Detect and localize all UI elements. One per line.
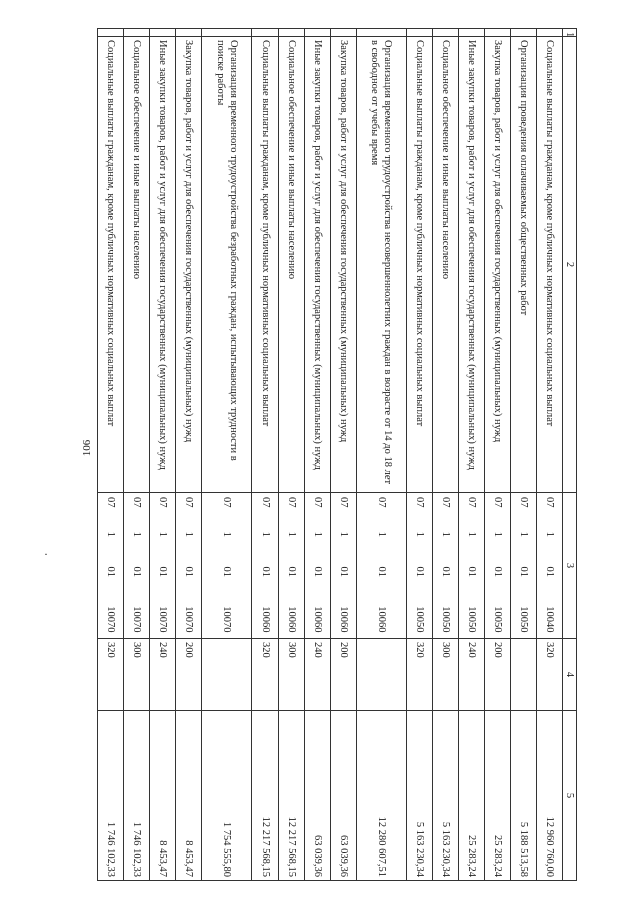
code-part: 07	[439, 497, 451, 508]
budget-table-rotated	[97, 28, 577, 880]
table-row	[98, 29, 124, 881]
table-row	[406, 29, 432, 881]
code-part: 01	[439, 566, 451, 577]
table-row	[330, 29, 356, 881]
column-header: 1	[562, 29, 576, 37]
code-part: 1	[131, 531, 143, 537]
row-code-cell	[536, 493, 562, 639]
row-index-cell	[356, 29, 406, 37]
row-expense-type: 320	[536, 639, 562, 711]
code-part: 1	[517, 531, 529, 537]
code-part: 01	[183, 566, 195, 577]
row-expense-type: 240	[304, 639, 330, 711]
row-code-cell	[304, 493, 330, 639]
row-code-cell	[202, 493, 252, 639]
row-expense-type: 200	[484, 639, 510, 711]
row-expense-type	[356, 639, 406, 711]
code-part: 01	[375, 566, 387, 577]
row-description: Иные закупки товаров, работ и услуг для обеспечения государственных (муниципальных) нужд	[458, 37, 484, 493]
row-description: Социальные выплаты гражданам, кроме публичных нормативных социальных выплат	[536, 37, 562, 493]
row-code-cell	[124, 493, 150, 639]
code-part: 10070	[157, 606, 169, 633]
code-part: 01	[105, 566, 117, 577]
code-part: 10060	[311, 606, 323, 633]
code-part: 1	[375, 531, 387, 537]
row-expense-type: 300	[124, 639, 150, 711]
code-part: 01	[285, 566, 297, 577]
code-part: 07	[157, 497, 169, 508]
row-expense-type	[202, 639, 252, 711]
code-part: 07	[259, 497, 271, 508]
row-index-cell	[484, 29, 510, 37]
row-description: Социальные выплаты гражданам, кроме публичных нормативных социальных выплат	[252, 37, 278, 493]
code-part: 07	[337, 497, 349, 508]
row-description: Социальные выплаты гражданам, кроме публичных нормативных социальных выплат	[98, 37, 124, 493]
column-header: 3	[562, 493, 576, 639]
code-part: 01	[413, 566, 425, 577]
row-amount: 12 217 568,15	[252, 711, 278, 881]
row-index-cell	[124, 29, 150, 37]
table-row	[432, 29, 458, 881]
row-code-cell	[330, 493, 356, 639]
code-part: 07	[491, 497, 503, 508]
row-amount: 1 746 102,33	[98, 711, 124, 881]
row-index-cell	[304, 29, 330, 37]
row-description: Закупка товаров, работ и услуг для обеспечения государственных (муниципальных) нужд	[484, 37, 510, 493]
row-description: Социальное обеспечение и иные выплаты населению	[278, 37, 304, 493]
code-part: 1	[157, 531, 169, 537]
row-description: Закупка товаров, работ и услуг для обеспечения государственных (муниципальных) нужд	[176, 37, 202, 493]
code-part: 1	[337, 531, 349, 537]
code-part: 01	[221, 566, 233, 577]
row-expense-type: 320	[252, 639, 278, 711]
row-index-cell	[432, 29, 458, 37]
row-amount: 12 280 607,51	[356, 711, 406, 881]
code-part: 07	[131, 497, 143, 508]
row-index-cell	[98, 29, 124, 37]
row-amount: 1 746 102,33	[124, 711, 150, 881]
row-amount: 5 188 513,58	[510, 711, 536, 881]
table-row	[176, 29, 202, 881]
row-description: Социальное обеспечение и иные выплаты населению	[432, 37, 458, 493]
code-part: 10060	[337, 606, 349, 633]
row-code-cell	[406, 493, 432, 639]
table-row	[356, 29, 406, 881]
row-expense-type: 240	[150, 639, 176, 711]
row-description: Организация временного трудоустройства несовершеннолетних граждан в возрасте от 14 до 18 лет в свободное от учебы время	[356, 37, 406, 493]
table-row	[510, 29, 536, 881]
stray-mark: ·	[44, 547, 48, 561]
row-index-cell	[330, 29, 356, 37]
row-description: Социальное обеспечение и иные выплаты населению	[124, 37, 150, 493]
row-expense-type: 300	[278, 639, 304, 711]
code-part: 07	[413, 497, 425, 508]
row-expense-type: 240	[458, 639, 484, 711]
page-number: 106	[81, 439, 93, 457]
row-code-cell	[98, 493, 124, 639]
row-amount: 12 960 760,00	[536, 711, 562, 881]
row-code-cell	[252, 493, 278, 639]
code-part: 1	[285, 531, 297, 537]
row-expense-type: 200	[330, 639, 356, 711]
code-part: 01	[543, 566, 555, 577]
table-row	[536, 29, 562, 881]
code-part: 07	[375, 497, 387, 508]
code-part: 10050	[413, 606, 425, 633]
table-row	[484, 29, 510, 881]
row-expense-type: 320	[406, 639, 432, 711]
row-code-cell	[458, 493, 484, 639]
table-row	[458, 29, 484, 881]
row-description: Иные закупки товаров, работ и услуг для обеспечения государственных (муниципальных) нужд	[150, 37, 176, 493]
row-code-cell	[484, 493, 510, 639]
row-code-cell	[278, 493, 304, 639]
row-amount: 25 283,24	[458, 711, 484, 881]
row-index-cell	[176, 29, 202, 37]
table-row	[252, 29, 278, 881]
row-expense-type: 320	[98, 639, 124, 711]
budget-table	[97, 28, 577, 881]
code-part: 01	[491, 566, 503, 577]
code-part: 07	[105, 497, 117, 508]
row-description: Организация временного трудоустройства безработных граждан, испытывающих трудности в поиске работы	[202, 37, 252, 493]
code-part: 07	[543, 497, 555, 508]
table-row	[304, 29, 330, 881]
code-part: 1	[491, 531, 503, 537]
row-amount: 12 217 568,15	[278, 711, 304, 881]
table-row	[124, 29, 150, 881]
code-part: 1	[259, 531, 271, 537]
code-part: 10050	[465, 606, 477, 633]
code-part: 10040	[543, 606, 555, 633]
code-part: 01	[311, 566, 323, 577]
row-code-cell	[176, 493, 202, 639]
row-index-cell	[252, 29, 278, 37]
row-amount: 25 283,24	[484, 711, 510, 881]
table-header-row	[562, 29, 576, 881]
code-part: 1	[465, 531, 477, 537]
table-row	[202, 29, 252, 881]
column-header: 4	[562, 639, 576, 711]
code-part: 1	[413, 531, 425, 537]
row-index-cell	[510, 29, 536, 37]
row-code-cell	[150, 493, 176, 639]
code-part: 10050	[517, 606, 529, 633]
code-part: 1	[543, 531, 555, 537]
code-part: 10060	[259, 606, 271, 633]
row-amount: 8 453,47	[176, 711, 202, 881]
row-code-cell	[356, 493, 406, 639]
row-description: Организация проведения оплачиваемых общественных работ	[510, 37, 536, 493]
row-amount: 5 163 230,34	[406, 711, 432, 881]
row-index-cell	[150, 29, 176, 37]
row-index-cell	[278, 29, 304, 37]
row-amount: 8 453,47	[150, 711, 176, 881]
row-expense-type	[510, 639, 536, 711]
code-part: 01	[157, 566, 169, 577]
code-part: 07	[517, 497, 529, 508]
code-part: 07	[285, 497, 297, 508]
code-part: 07	[221, 497, 233, 508]
code-part: 10050	[439, 606, 451, 633]
column-header: 2	[562, 37, 576, 493]
row-amount: 5 163 230,34	[432, 711, 458, 881]
row-index-cell	[536, 29, 562, 37]
row-amount: 63 039,36	[330, 711, 356, 881]
row-description: Социальные выплаты гражданам, кроме публичных нормативных социальных выплат	[406, 37, 432, 493]
column-header: 5	[562, 711, 576, 881]
code-part: 10070	[183, 606, 195, 633]
row-expense-type: 200	[176, 639, 202, 711]
code-part: 07	[183, 497, 195, 508]
code-part: 10050	[491, 606, 503, 633]
row-index-cell	[458, 29, 484, 37]
code-part: 1	[311, 531, 323, 537]
code-part: 01	[259, 566, 271, 577]
code-part: 07	[465, 497, 477, 508]
code-part: 10060	[375, 606, 387, 633]
row-expense-type: 300	[432, 639, 458, 711]
code-part: 10060	[285, 606, 297, 633]
code-part: 10070	[131, 606, 143, 633]
row-index-cell	[406, 29, 432, 37]
row-amount: 1 754 555,80	[202, 711, 252, 881]
table-row	[278, 29, 304, 881]
code-part: 10070	[221, 606, 233, 633]
row-description: Закупка товаров, работ и услуг для обеспечения государственных (муниципальных) нужд	[330, 37, 356, 493]
code-part: 01	[337, 566, 349, 577]
code-part: 1	[439, 531, 451, 537]
row-code-cell	[510, 493, 536, 639]
code-part: 01	[465, 566, 477, 577]
table-row	[150, 29, 176, 881]
code-part: 10070	[105, 606, 117, 633]
row-amount: 63 039,36	[304, 711, 330, 881]
row-description: Иные закупки товаров, работ и услуг для обеспечения государственных (муниципальных) нужд	[304, 37, 330, 493]
code-part: 01	[131, 566, 143, 577]
row-code-cell	[432, 493, 458, 639]
code-part: 1	[221, 531, 233, 537]
code-part: 07	[311, 497, 323, 508]
code-part: 1	[105, 531, 117, 537]
code-part: 01	[517, 566, 529, 577]
row-index-cell	[202, 29, 252, 37]
code-part: 1	[183, 531, 195, 537]
